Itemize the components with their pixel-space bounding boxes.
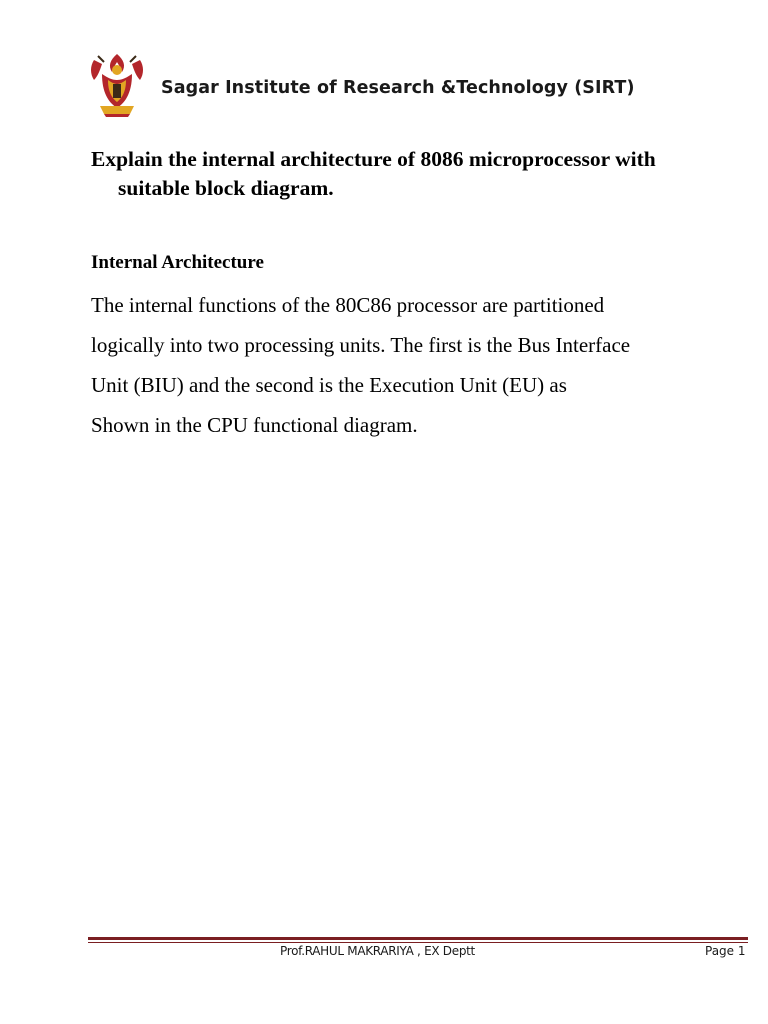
footer-divider-thick (88, 937, 748, 940)
body-paragraph (91, 285, 731, 445)
question-heading (91, 145, 711, 203)
footer-divider-thin (88, 942, 748, 943)
page-header (88, 52, 708, 122)
page-number: Page 1 (705, 944, 746, 958)
question-line: Explain the internal architecture of 8086 microprocessor with (91, 147, 656, 171)
institute-crest-icon (88, 52, 146, 118)
footer-divider (88, 937, 748, 943)
paragraph-line: Unit (BIU) and the second is the Execution Unit (EU) as (91, 373, 567, 397)
paragraph-line: Shown in the CPU functional diagram. (91, 413, 418, 437)
section-heading: Internal Architecture (91, 252, 264, 273)
institute-name: Sagar Institute of Research &Technology (SIRT) (161, 78, 635, 98)
question-line: suitable block diagram. (118, 176, 334, 200)
paragraph-line: logically into two processing units. The first is the Bus Interface (91, 333, 631, 357)
paragraph-line: The internal functions of the 80C86 processor are partitioned (91, 293, 605, 317)
footer-author: Prof.RAHUL MAKRARIYA , EX Deptt (280, 944, 475, 958)
